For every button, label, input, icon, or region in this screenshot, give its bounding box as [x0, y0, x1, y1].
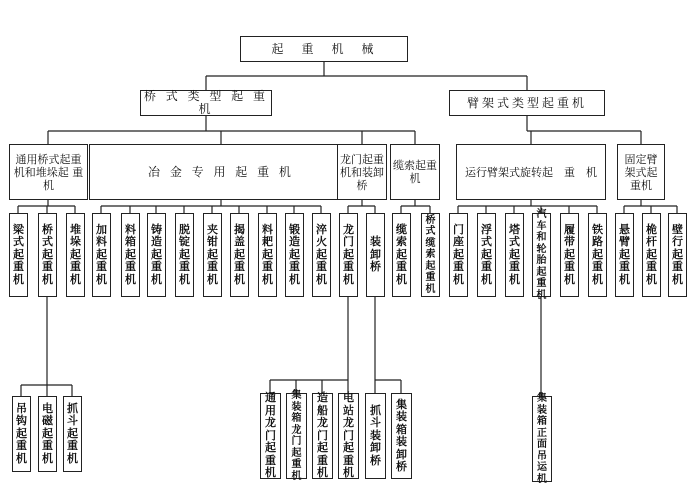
node-qiaoshi: 桥式起重机: [38, 213, 57, 297]
node-liaoxiang: 料箱起重机: [121, 213, 140, 297]
node-zhuzao: 铸造起重机: [147, 213, 166, 297]
node-lvdai: 履带起重机: [560, 213, 579, 297]
node-lansuo: 缆索起重机: [392, 213, 411, 297]
node-qiaoshilansuo: 桥式缆索起重机: [421, 213, 440, 297]
node-tongyonglongmen: 通用龙门起重机: [260, 393, 281, 479]
node-jib-type: 臂架式类型起重机: [449, 90, 605, 116]
node-longmen: 龙门起重机: [339, 213, 358, 297]
node-liangshi: 梁式起重机: [9, 213, 28, 297]
node-fixed-jib: 固定臂架式起重机: [617, 144, 665, 200]
node-tashi: 塔式起重机: [505, 213, 524, 297]
node-zaochuanlongmen: 造船龙门起重机: [312, 393, 333, 479]
node-cuihuo: 淬火起重机: [312, 213, 331, 297]
node-zhuadouzhuangxie: 抓斗装卸桥: [365, 393, 386, 479]
node-cable: 缆索起重机: [390, 144, 440, 200]
node-diancixi: 电磁起重机: [38, 396, 57, 472]
node-slewing: 运行臂架式旋转起 重 机: [456, 144, 606, 200]
node-jialiao: 加料起重机: [92, 213, 111, 297]
node-jizhuangxiangzhuangxie: 集装箱装卸桥: [391, 393, 412, 479]
node-jiaqian: 夹钳起重机: [203, 213, 222, 297]
node-duanzao: 锻造起重机: [285, 213, 304, 297]
node-gantry: 龙门起重机和装卸桥: [337, 144, 387, 200]
node-root: 起 重 机 械: [240, 36, 408, 62]
node-tielu: 铁路起重机: [588, 213, 607, 297]
node-metallurgy: 冶 金 专 用 起 重 机: [89, 144, 353, 200]
node-zhengmian: 集装箱正面吊运机: [532, 396, 552, 482]
node-diaogou: 吊钩起重机: [12, 396, 31, 472]
node-general-bridge: 通用桥式起重机和堆垛起 重 机: [9, 144, 88, 200]
node-jiegai: 揭盖起重机: [230, 213, 249, 297]
node-duiduo: 堆垛起重机: [66, 213, 85, 297]
node-bixing: 壁行起重机: [668, 213, 687, 297]
node-zhuadou: 抓斗起重机: [63, 396, 82, 472]
node-dianzhanlongmen: 电站龙门起重机: [338, 393, 359, 479]
node-fushi: 浮式起重机: [477, 213, 496, 297]
node-menzuo: 门座起重机: [449, 213, 468, 297]
node-qiche: 汽车和轮胎起重机: [532, 213, 551, 297]
node-tuoding: 脱锭起重机: [175, 213, 194, 297]
node-bridge-type: 桥 式 类 型 起 重 机: [140, 90, 272, 116]
node-xuanbi: 悬臂起重机: [615, 213, 634, 297]
node-liaopa: 料耙起重机: [258, 213, 277, 297]
node-weigan: 桅杆起重机: [642, 213, 661, 297]
node-jizhuangxianglongmen: 集装箱龙门起重机: [286, 393, 307, 479]
node-zhuangxieqiao: 装卸桥: [366, 213, 385, 297]
